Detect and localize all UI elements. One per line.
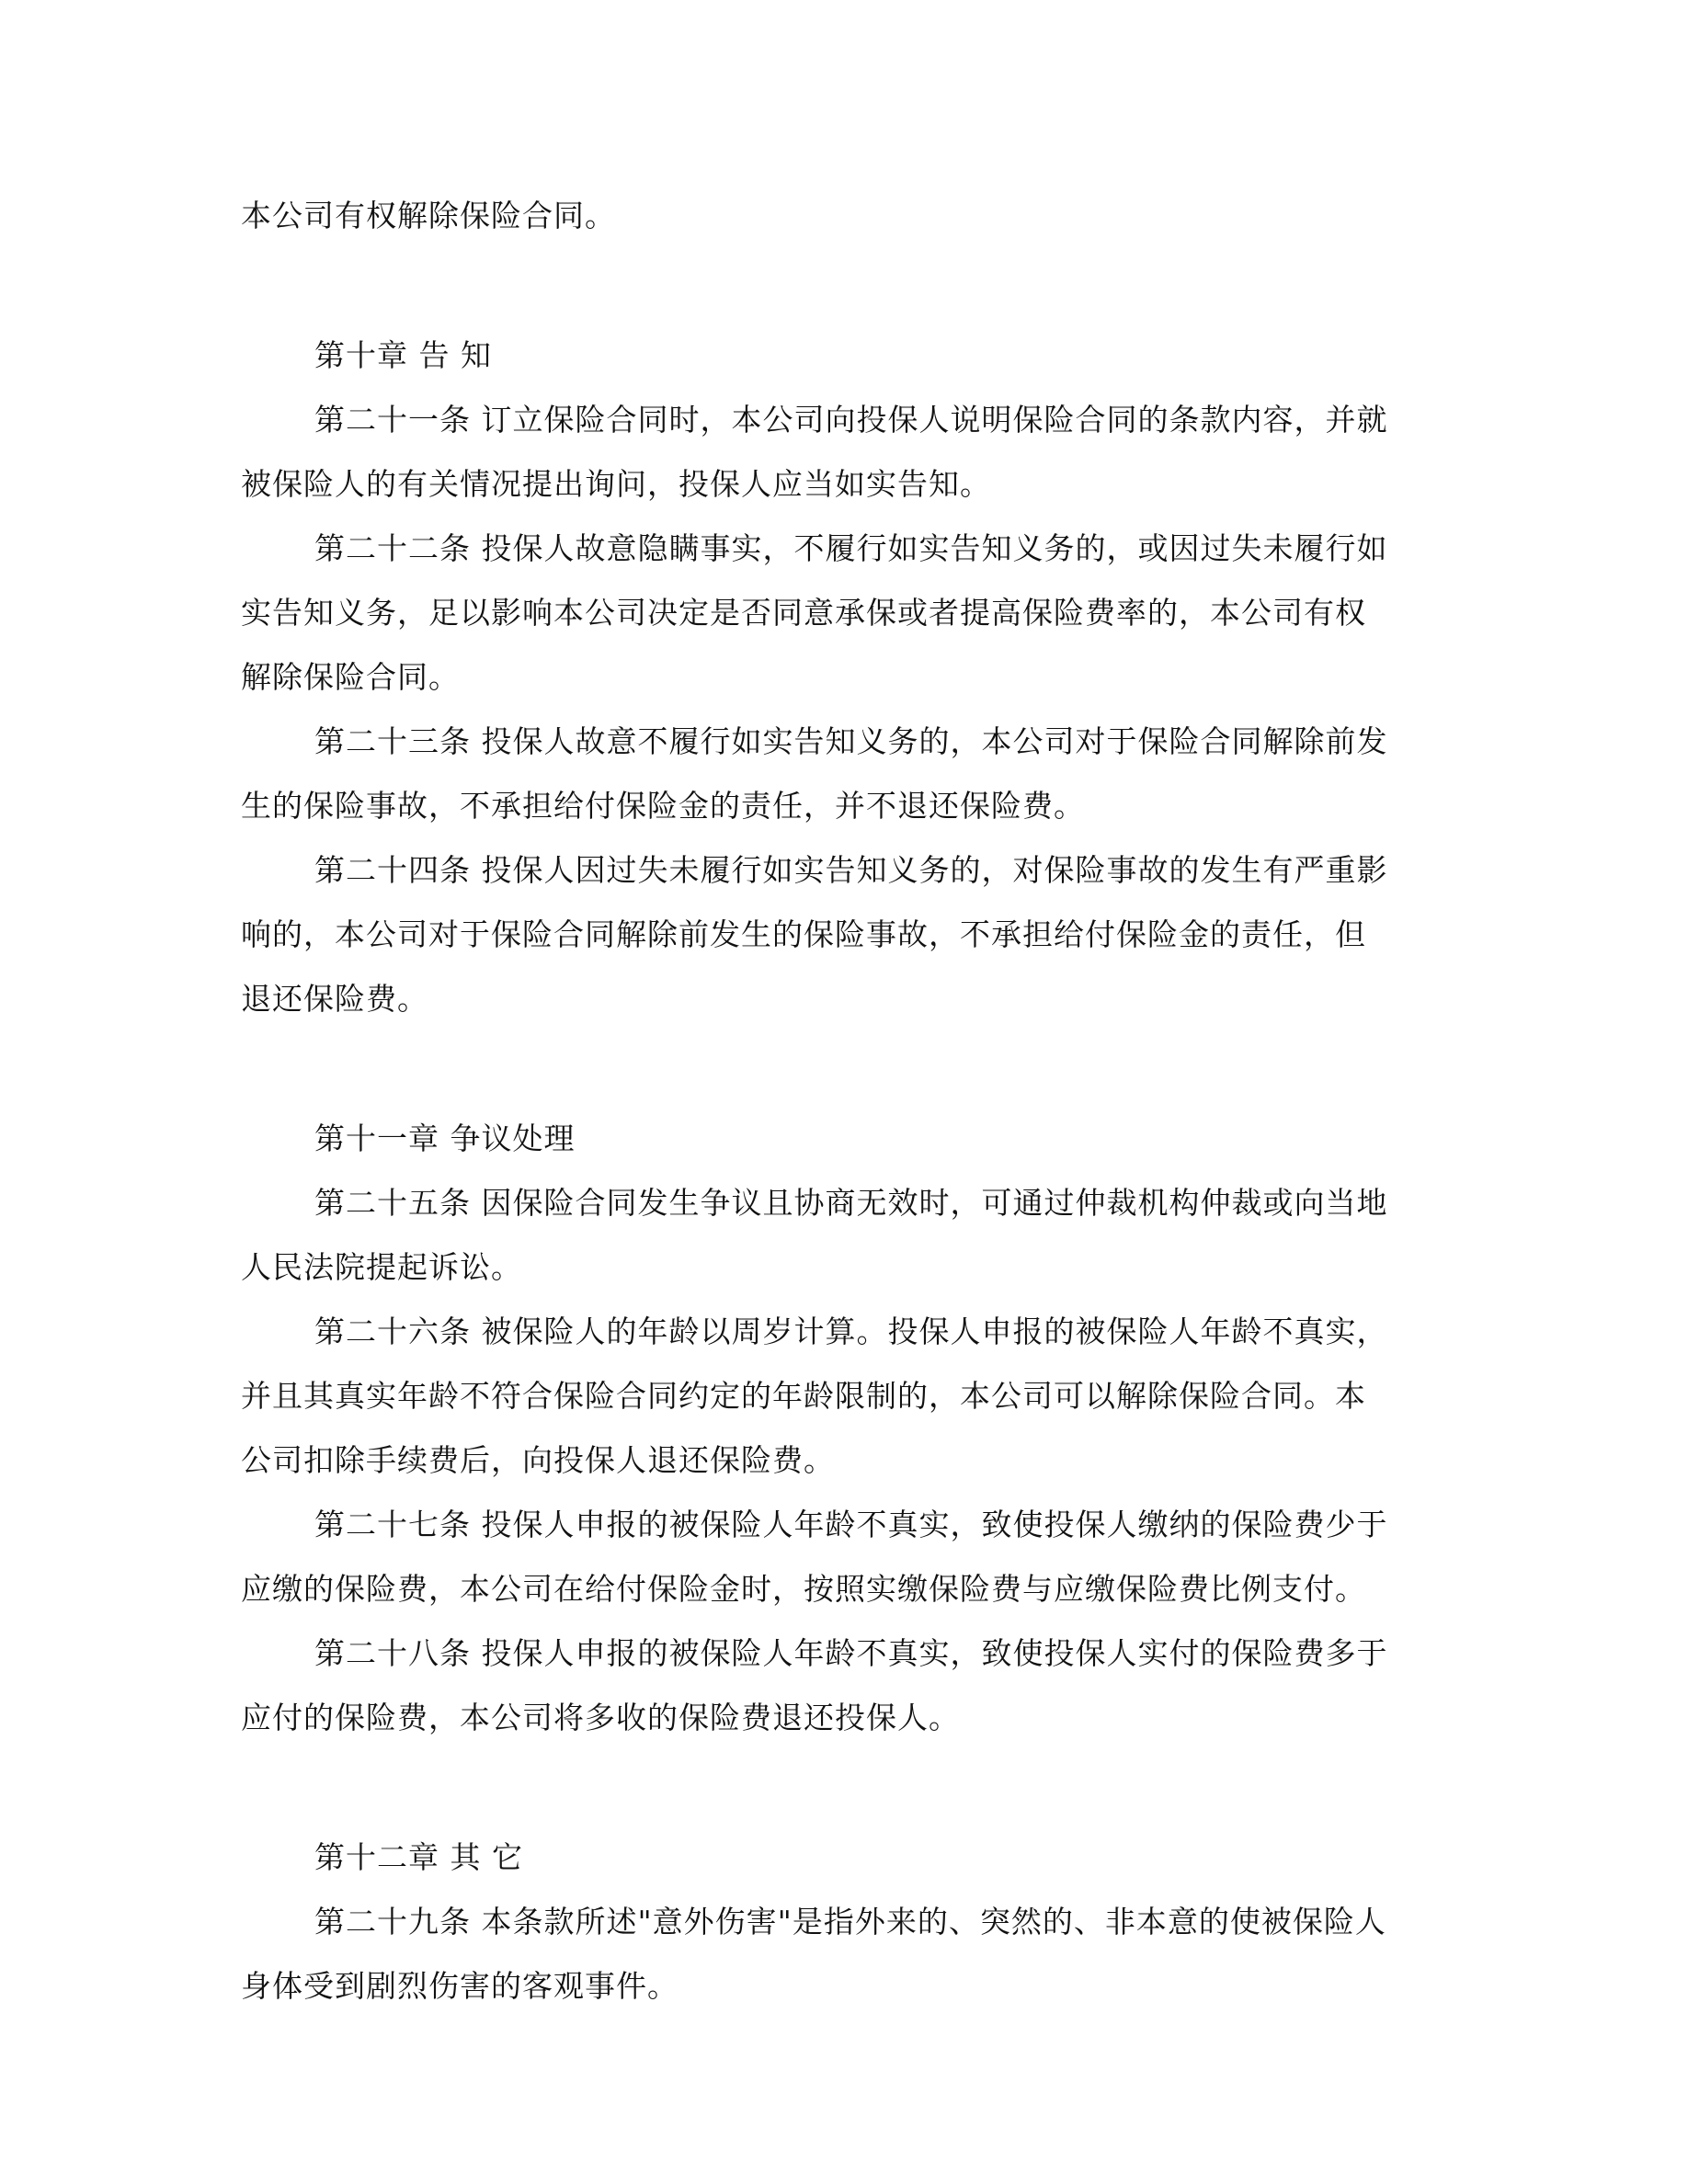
- chapter-11-title: 第十一章 争议处理: [314, 1120, 576, 1156]
- chapter-12-title: 第十二章 其 它: [314, 1839, 523, 1875]
- article-26-line-1: 第二十六条 被保险人的年龄以周岁计算。投保人申报的被保险人年龄不真实，: [314, 1314, 1388, 1349]
- article-28-line-1: 第二十八条 投保人申报的被保险人年龄不真实，致使投保人实付的保险费多于: [314, 1635, 1388, 1671]
- article-23-line-2: 生的保险事故，不承担给付保险金的责任，并不退还保险费。: [241, 788, 1085, 824]
- article-22-line-3: 解除保险合同。: [241, 659, 460, 695]
- chapter-10-title: 第十章 告 知: [314, 337, 492, 373]
- article-28-line-2: 应付的保险费，本公司将多收的保险费退还投保人。: [241, 1700, 960, 1735]
- article-23-line-1: 第二十三条 投保人故意不履行如实告知义务的，本公司对于保险合同解除前发: [314, 723, 1388, 759]
- article-26-line-2: 并且其真实年龄不符合保险合同约定的年龄限制的，本公司可以解除保险合同。本: [241, 1378, 1366, 1414]
- article-25-line-1: 第二十五条 因保险合同发生争议且协商无效时，可通过仲裁机构仲裁或向当地: [314, 1185, 1388, 1221]
- continuation-text: 本公司有权解除保险合同。: [241, 198, 616, 233]
- section-gap: [241, 248, 1436, 324]
- section-gap: [241, 1750, 1436, 1826]
- article-24-line-2: 响的，本公司对于保险合同解除前发生的保险事故，不承担给付保险金的责任，但: [241, 916, 1366, 952]
- article-21-line-2: 被保险人的有关情况提出询问，投保人应当如实告知。: [241, 466, 991, 502]
- article-29-line-1: 第二十九条 本条款所述"意外伤害"是指外来的、突然的、非本意的使被保险人: [314, 1904, 1386, 1939]
- article-24-line-3: 退还保险费。: [241, 981, 428, 1017]
- article-27-line-2: 应缴的保险费，本公司在给付保险金时，按照实缴保险费与应缴保险费比例支付。: [241, 1571, 1366, 1607]
- article-25-line-2: 人民法院提起诉讼。: [241, 1249, 522, 1285]
- article-26-line-3: 公司扣除手续费后，向投保人退还保险费。: [241, 1442, 835, 1478]
- document-page: [241, 184, 1436, 2019]
- article-29-line-2: 身体受到剧烈伤害的客观事件。: [241, 1968, 679, 2004]
- article-22-line-2: 实告知义务，足以影响本公司决定是否同意承保或者提高保险费率的，本公司有权: [241, 595, 1366, 631]
- article-22-line-1: 第二十二条 投保人故意隐瞒事实，不履行如实告知义务的，或因过失未履行如: [314, 530, 1388, 566]
- article-24-line-1: 第二十四条 投保人因过失未履行如实告知义务的，对保险事故的发生有严重影: [314, 852, 1388, 888]
- article-27-line-1: 第二十七条 投保人申报的被保险人年龄不真实，致使投保人缴纳的保险费少于: [314, 1507, 1388, 1542]
- section-gap: [241, 1031, 1436, 1107]
- article-21-line-1: 第二十一条 订立保险合同时，本公司向投保人说明保险合同的条款内容，并就: [314, 402, 1388, 438]
